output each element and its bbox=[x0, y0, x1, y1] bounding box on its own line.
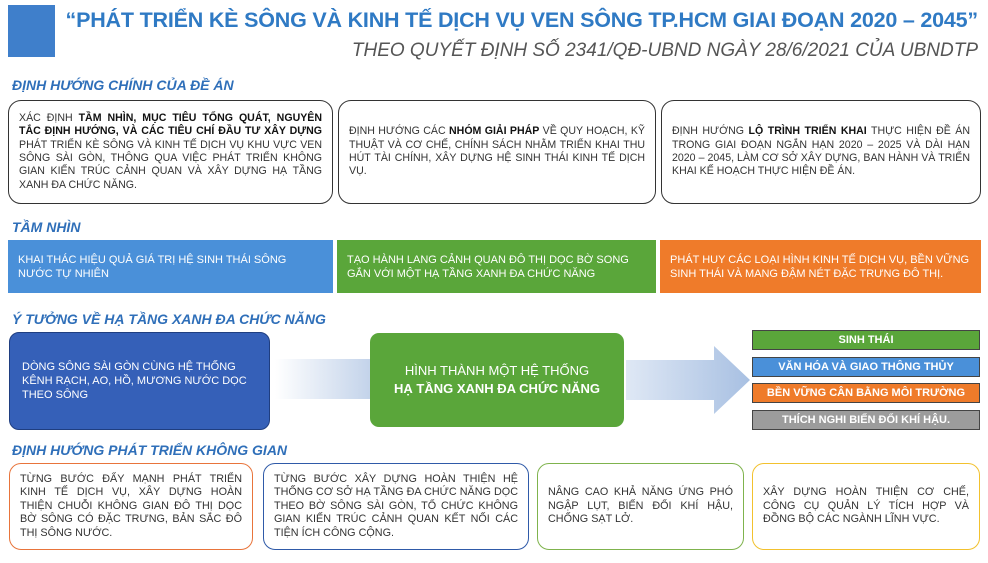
section-heading-spatial: ĐỊNH HƯỚNG PHÁT TRIỂN KHÔNG GIAN bbox=[12, 442, 288, 458]
vision-band-2-text: TẠO HÀNH LANG CẢNH QUAN ĐÔ THỊ DỌC BỜ SONG GẮN VỚI MỘT HẠ TẦNG XANH ĐA CHỨC NĂNG bbox=[347, 253, 629, 280]
idea-arrow-left-shaft bbox=[275, 345, 371, 413]
spatial-box-1 bbox=[9, 463, 253, 550]
idea-source-text: DÒNG SÔNG SÀI GÒN CÙNG HỆ THỐNG KÊNH RẠCH, AO, HỒ, MƯƠNG NƯỚC DỌC THEO SÔNG bbox=[22, 361, 247, 401]
orientation-box-1-post: PHÁT TRIỂN KÈ SÔNG VÀ KINH TẾ DỊCH VỤ KHU VỰC VEN SÔNG SÀI GÒN, THÔNG QUA VIỆC PHÁT TRIỂN KHÔNG GIAN KIẾN TRÚC CẢNH QUAN VÀ XÂY DỰNG HẠ TẦNG XANH ĐA CHỨC NĂNG. bbox=[19, 138, 322, 191]
section-heading-orientation: ĐỊNH HƯỚNG CHÍNH CỦA ĐỀ ÁN bbox=[12, 77, 234, 93]
vision-band-3 bbox=[660, 240, 981, 293]
idea-tag-ecology-text: SINH THÁI bbox=[838, 334, 894, 346]
logo-block bbox=[8, 5, 55, 57]
orientation-box-3-pre: ĐỊNH HƯỚNG bbox=[672, 125, 749, 138]
spatial-box-4 bbox=[752, 463, 980, 550]
idea-tag-environment-balance bbox=[752, 383, 980, 403]
orientation-box-3-post: THỰC HIỆN ĐỀ ÁN TRONG GIAI ĐOẠN NGẮN HẠN 2020 – 2025 VÀ DÀI HẠN 2020 – 2045, LÀM CƠ SỞ XÂY DỰNG, BAN HÀNH VÀ TRIỂN KHAI KẾ HOẠCH THỰC HIỆN ĐỀ ÁN. bbox=[672, 125, 970, 178]
orientation-box-1-bold: TẦM NHÌN, MỤC TIÊU TỔNG QUÁT, NGUYÊN TẮC ĐỊNH HƯỚNG, VÀ CÁC TIÊU CHÍ ĐẦU TƯ XÂY DỰNG bbox=[19, 111, 322, 138]
idea-tag-ecology bbox=[752, 330, 980, 350]
idea-center-box bbox=[370, 333, 624, 427]
orientation-box-3-bold: LỘ TRÌNH TRIỂN KHAI bbox=[748, 125, 867, 138]
idea-arrow-right-icon bbox=[626, 346, 751, 414]
vision-band-1 bbox=[8, 240, 333, 293]
section-heading-vision: TẦM NHÌN bbox=[12, 219, 81, 235]
idea-tag-climate-adaptation bbox=[752, 410, 980, 430]
idea-center-line-1: HÌNH THÀNH MỘT HỆ THỐNG bbox=[404, 363, 590, 378]
orientation-box-1 bbox=[8, 100, 333, 204]
spatial-box-3-text: NÂNG CAO KHẢ NĂNG ỨNG PHÓ NGẬP LỤT, BIẾN ĐỔI KHÍ HẬU, CHỐNG SẠT LỞ. bbox=[548, 486, 733, 526]
page-subtitle: THEO QUYẾT ĐỊNH SỐ 2341/QĐ-UBND NGÀY 28/6/2021 CỦA UBNDTP bbox=[351, 40, 978, 61]
spatial-box-3 bbox=[537, 463, 744, 550]
orientation-box-3 bbox=[661, 100, 981, 204]
idea-source-box bbox=[9, 332, 270, 430]
idea-tag-environment-balance-text: BỀN VỮNG CÂN BẰNG MÔI TRƯỜNG bbox=[766, 387, 966, 399]
orientation-box-2-post: VỀ QUY HOẠCH, KỸ THUẬT VÀ CƠ CHẾ, CHÍNH SÁCH NHẰM TRIỂN KHAI THU HÚT TÀI CHÍNH, XÂY DỰNG HỆ SINH THÁI KINH TẾ DỊCH VỤ. bbox=[349, 125, 645, 178]
spatial-box-2 bbox=[263, 463, 529, 550]
orientation-box-2-pre: ĐỊNH HƯỚNG CÁC bbox=[349, 125, 450, 138]
vision-band-3-text: PHÁT HUY CÁC LOẠI HÌNH KINH TẾ DỊCH VỤ, BỀN VỮNG SINH THÁI VÀ MANG ĐẬM NÉT ĐẶC TRƯNG ĐÔ THỊ. bbox=[670, 253, 970, 280]
orientation-box-2 bbox=[338, 100, 656, 204]
orientation-box-2-bold: NHÓM GIẢI PHÁP bbox=[449, 125, 540, 138]
vision-band-2 bbox=[337, 240, 656, 293]
spatial-box-2-text: TỪNG BƯỚC XÂY DỰNG HOÀN THIỆN HỆ THỐNG CƠ SỞ HẠ TẦNG ĐA CHỨC NĂNG DỌC THEO BỜ SÔNG SÀI GÒN, TỔ CHỨC KHÔNG GIAN KIẾN TRÚC CẢNH QUAN KẾT NỐI CÁC TIỆN ÍCH CÔNG CỘNG. bbox=[274, 472, 518, 539]
idea-center-line-2: HẠ TẦNG XANH ĐA CHỨC NĂNG bbox=[393, 381, 601, 396]
orientation-box-1-pre: XÁC ĐỊNH bbox=[19, 111, 79, 124]
spatial-box-1-text: TỪNG BƯỚC ĐẨY MẠNH PHÁT TRIỂN KINH TẾ DỊCH VỤ, XÂY DỰNG HOÀN THIỆN CHUỖI KHÔNG GIAN ĐÔ THỊ DỌC BỜ SÔNG CÓ ĐẶC TRƯNG, BẢN SẮC ĐÔ THỊ SÔNG NƯỚC. bbox=[20, 472, 242, 539]
vision-band-1-text: KHAI THÁC HIỆU QUẢ GIÁ TRỊ HỆ SINH THÁI SÔNG NƯỚC TỰ NHIÊN bbox=[18, 253, 287, 280]
idea-tag-climate-adaptation-text: THÍCH NGHI BIẾN ĐỔI KHÍ HẬU. bbox=[781, 414, 951, 426]
spatial-box-3-text: XÂY DỰNG HOÀN THIỆN CƠ CHẾ, CÔNG CỤ QUẢN LÝ TÍCH HỢP VÀ ĐỒNG BỘ CÁC NGÀNH LĨNH VỰC. bbox=[763, 486, 969, 526]
idea-tag-culture-waterway-text: VĂN HÓA VÀ GIAO THÔNG THỦY bbox=[778, 361, 954, 373]
section-heading-idea: Ý TƯỞNG VỀ HẠ TẦNG XANH ĐA CHỨC NĂNG bbox=[12, 311, 326, 327]
page-title: “PHÁT TRIỂN KÈ SÔNG VÀ KINH TẾ DỊCH VỤ VEN SÔNG TP.HCM GIAI ĐOẠN 2020 – 2045” bbox=[65, 8, 978, 32]
idea-tag-culture-waterway bbox=[752, 357, 980, 377]
